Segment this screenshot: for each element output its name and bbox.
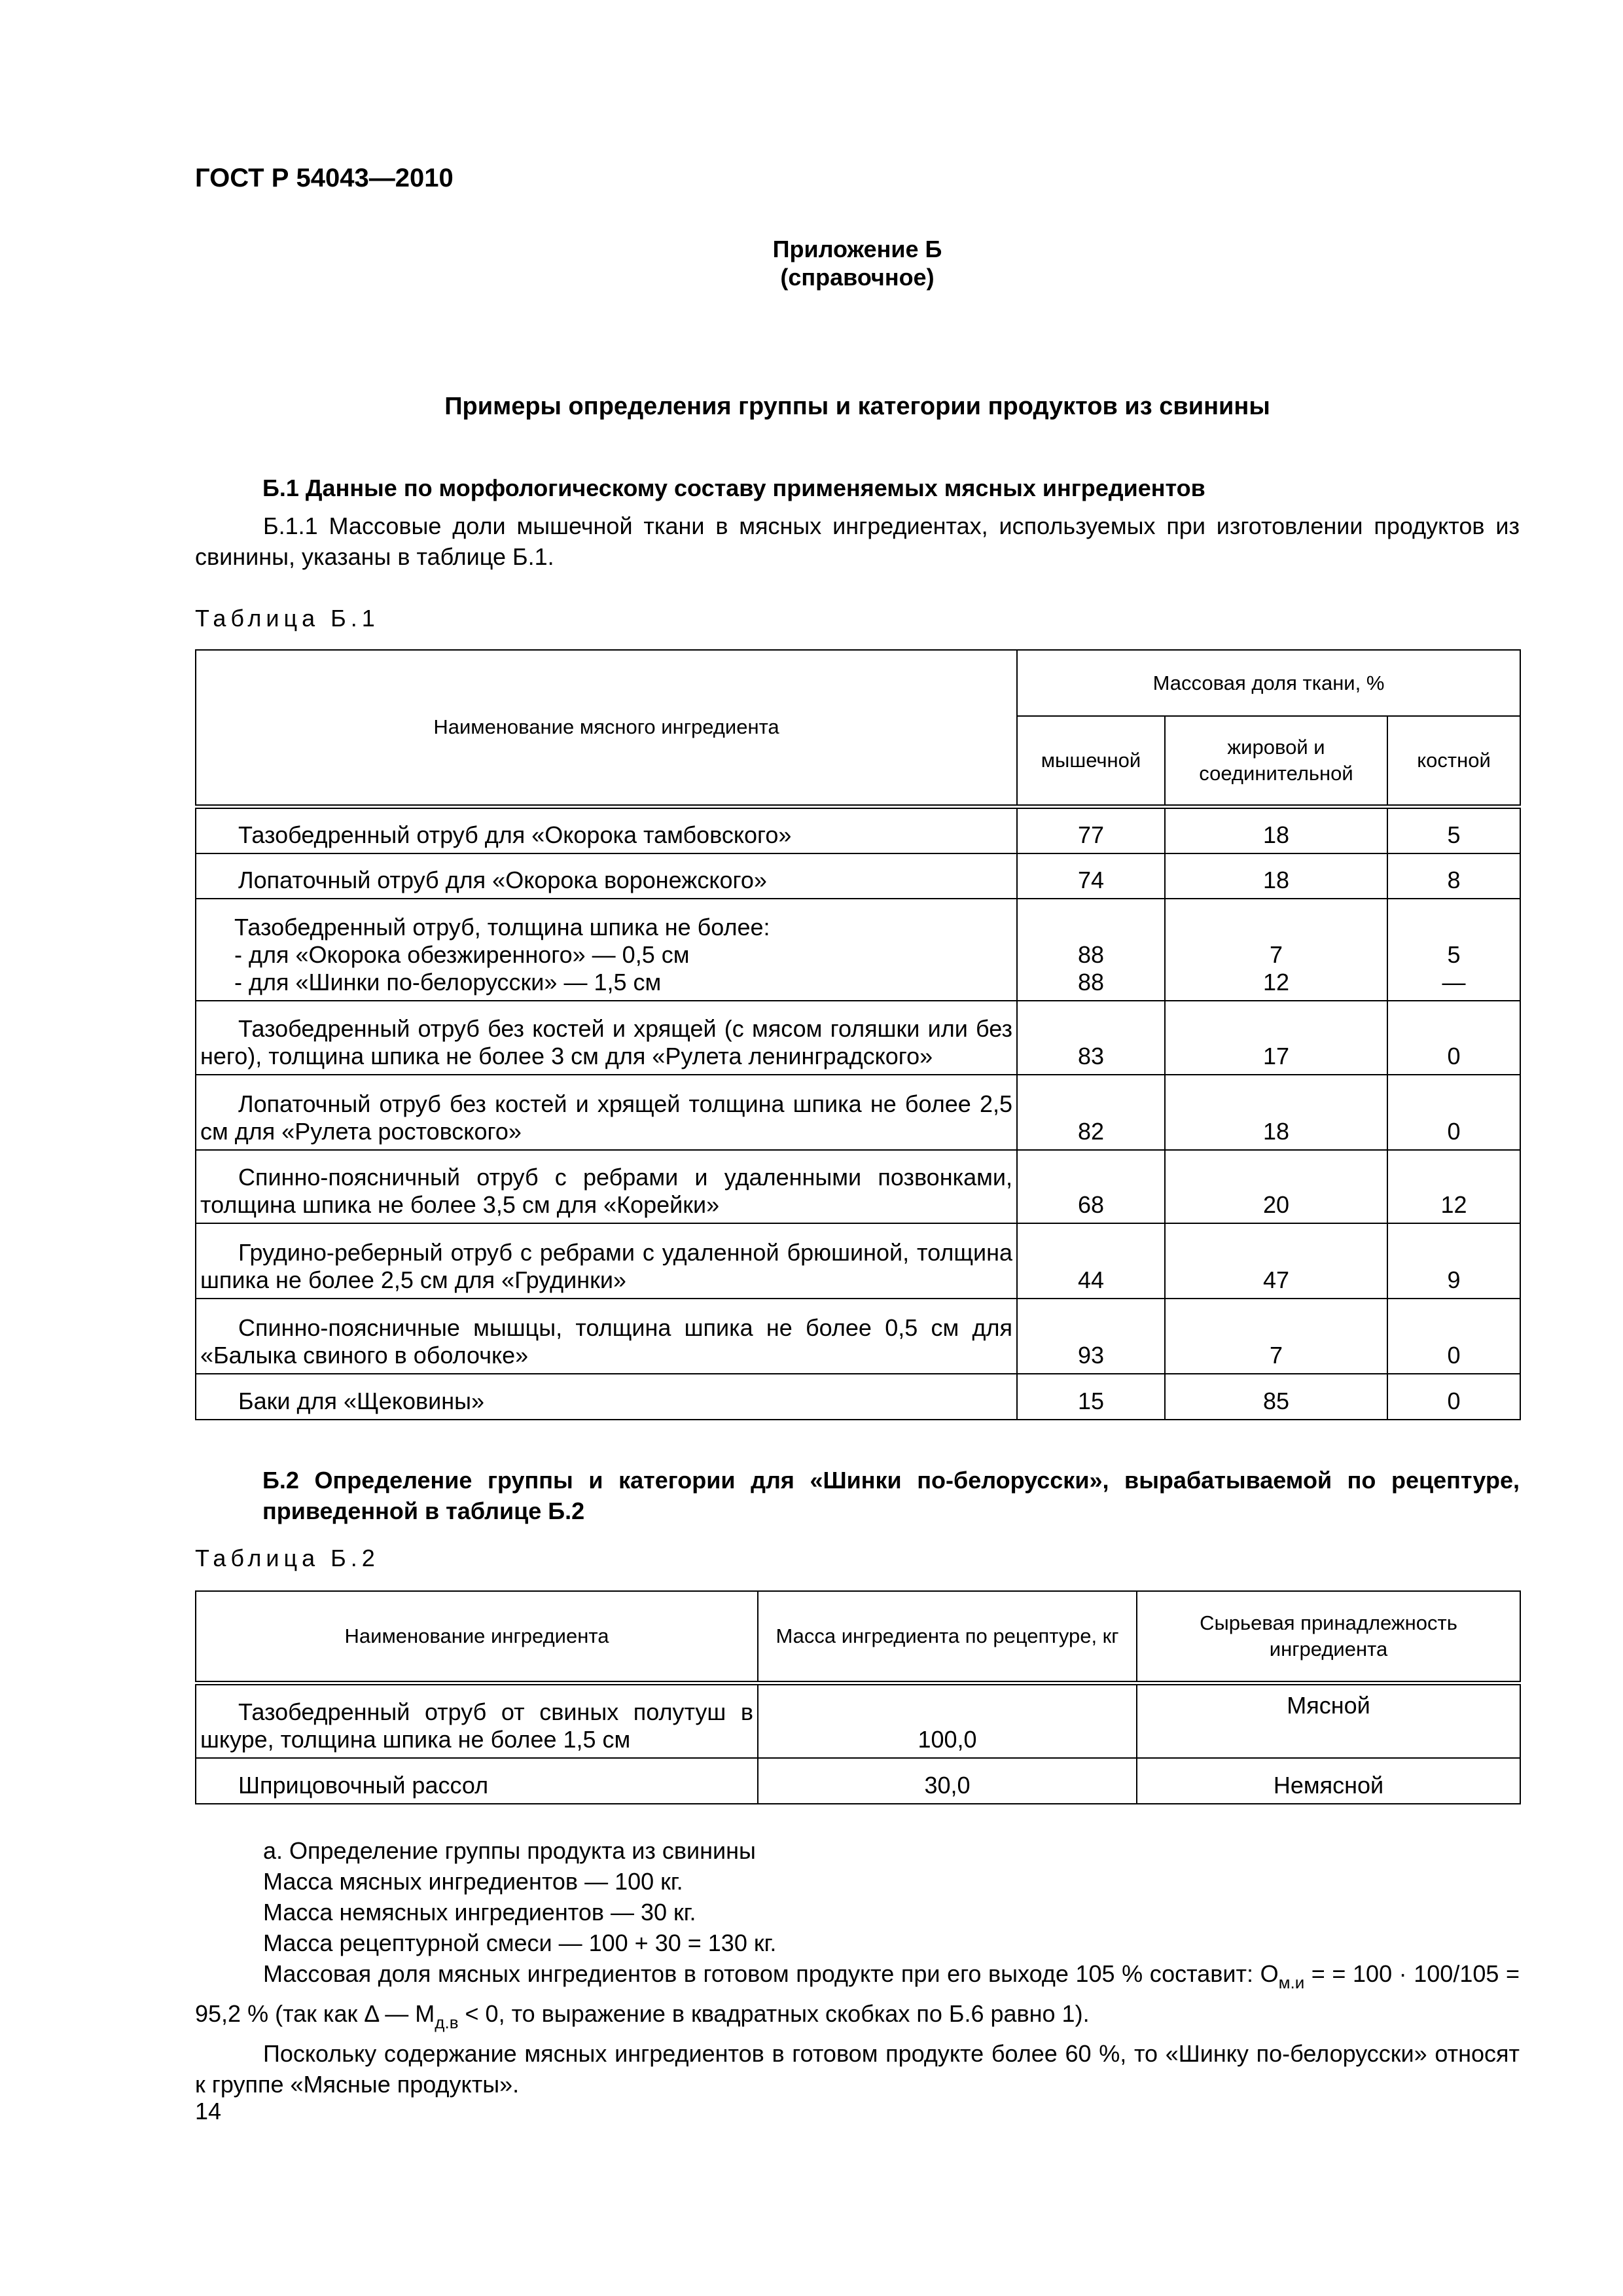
appendix-kind: (справочное) bbox=[780, 264, 935, 291]
table-b1 bbox=[195, 649, 1521, 1420]
table-b2 bbox=[195, 1590, 1521, 1804]
col-header-fat: жировой и соединительной bbox=[1165, 716, 1387, 806]
table-row: Спинно-поясничный отруб с ребрами и удаленными позвонками, толщина шпика не более 3,5 см для «Корейки» 68 20 12 bbox=[196, 1150, 1520, 1223]
col-header-name: Наименование мясного ингредиента bbox=[196, 650, 1017, 806]
section1-paragraph: Б.1.1 Массовые доли мышечной ткани в мясных ингредиентах, используемых при изготовлении продуктов из свинины, указаны в таблице Б.1. bbox=[195, 512, 1520, 570]
table-row: Тазобедренный отруб для «Окорока тамбовского» 77 18 5 bbox=[196, 806, 1520, 853]
table-row: Грудино-реберный отруб с ребрами с удаленной брюшиной, толщина шпика не более 2,5 см для «Грудинки» 44 47 9 bbox=[196, 1223, 1520, 1299]
col-header-type: Сырьевая принадлежность ингредиента bbox=[1137, 1591, 1520, 1683]
table-row: Тазобедренный отруб, толщина шпика не более: - для «Окорока обезжиренного» — 0,5 см - для «Шинки по-белорусски» — 1,5 см 88 88 7 12 5 — bbox=[196, 899, 1520, 1001]
table-row: Лопаточный отруб для «Окорока воронежского» 74 18 8 bbox=[196, 853, 1520, 899]
col-header-name: Наименование ингредиента bbox=[196, 1591, 758, 1683]
table-row: Спинно-поясничные мышцы, толщина шпика не более 0,5 см для «Балыка свиного в оболочке» 93 7 0 bbox=[196, 1299, 1520, 1374]
table2-label: Таблица Б.2 bbox=[195, 1545, 380, 1571]
table-row: Лопаточный отруб без костей и хрящей толщина шпика не более 2,5 см для «Рулета ростовского» 82 18 0 bbox=[196, 1075, 1520, 1150]
section1-heading: Б.1 Данные по морфологическому составу применяемых мясных ингредиентов bbox=[262, 475, 1205, 501]
section2-heading: Б.2 Определение группы и категории для «Шинки по-белорусски», вырабатываемой по рецептуре, приведенной в таблице Б.2 bbox=[262, 1467, 1520, 1524]
appendix-title: Приложение Б bbox=[772, 236, 942, 262]
table-row: Шприцовочный рассол 30,0 Немясной bbox=[196, 1758, 1520, 1804]
col-header-mass: Масса ингредиента по рецептуре, кг bbox=[758, 1591, 1137, 1683]
table1-label: Таблица Б.1 bbox=[195, 605, 380, 632]
table-row: Тазобедренный отруб от свиных полутуш в шкуре, толщина шпика не более 1,5 см 100,0 Мясной bbox=[196, 1683, 1520, 1758]
calculation-block: а. Определение группы продукта из свинины Масса мясных ингредиентов — 100 кг. Масса немясных ингредиентов — 30 кг. Масса рецептурной смеси — 100 + 30 = 130 кг. Массовая доля мясных ингредиентов в готовом продукте при его выходе 105 % составит: $О_{м.и}$ = = 100 · 100/105 = 95,2 % (так как Δ — $М_{д.в} < 0$, то выражение в квадратных скобках по Б.6 равно 1). Поскольку содержание мясных ингредиентов в готовом продукте более 60 %, то «Шинку по-белорусски» относят к группе «Мясные продукты». bbox=[195, 1837, 1520, 2098]
table-row: Тазобедренный отруб без костей и хрящей (с мясом голяшки или без него), толщина шпика не более 3 см для «Рулета ленинградского» 83 17 0 bbox=[196, 1001, 1520, 1075]
col-header-bone: костной bbox=[1387, 716, 1520, 806]
col-header-group: Массовая доля ткани, % bbox=[1017, 650, 1520, 716]
table-row: Баки для «Щековины» 15 85 0 bbox=[196, 1374, 1520, 1420]
col-header-muscle: мышечной bbox=[1017, 716, 1165, 806]
document-header: ГОСТ Р 54043—2010 bbox=[195, 164, 454, 192]
page-title: Примеры определения группы и категории продуктов из свинины bbox=[444, 393, 1270, 420]
page-number: 14 bbox=[195, 2098, 222, 2125]
